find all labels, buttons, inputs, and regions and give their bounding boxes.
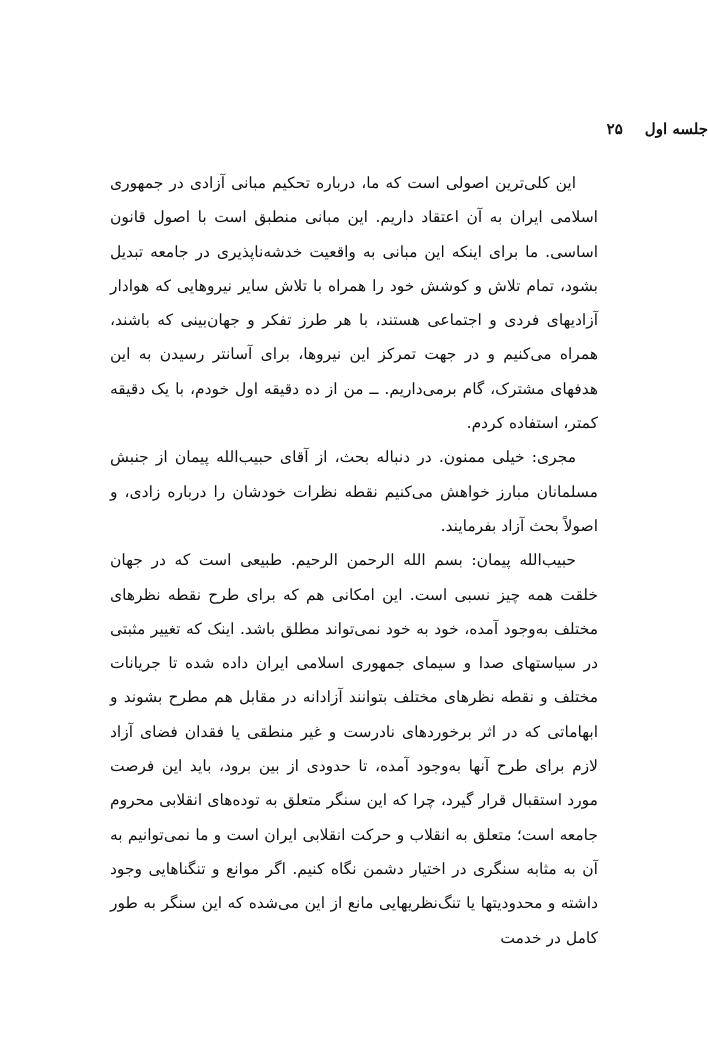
paragraph-2: مجری: خیلی ممنون. در دنباله بحث، از آقای حبیب‌الله پیمان از جنبش مسلمانان مبارز خواهش می‌کنیم نقطه نظرات خودشان را درباره زادی، و اصولاً بحث آزاد بفرمایند. [110,448,598,535]
paragraph-1: این کلی‌ترین اصولی است که ما، درباره تحکیم مبانی آزادی در جمهوری اسلامی ایران به آن اعتقاد داریم. این مبانی منطبق است با اصول قانون اساسی. ما برای اینکه این مبانی به واقعیت خدشه‌ناپذیری در جامعه تبدیل بشود، تمام تلاش و کوشش خود را همراه با تلاش سایر نیروهایی که هوادار آزادیهای فردی و اجتماعی هستند، با هر طرز تفکر و جهان‌بینی که باشند، همراه می‌کنیم و در جهت تمرکز این نیروها، برای آسانتر رسیدن به این هدفهای مشترک، گام برمی‌داریم. ــ من از ده دقیقه اول خودم، با یک دقیقه کمتر، استفاده کردم. [110,174,598,433]
chapter-title: جلسه اول [644,120,708,138]
body-text [110,166,598,955]
paragraph-3: حبیب‌الله پیمان: بسم الله الرحمن الرحیم. طبیعی است که در جهان خلقت همه چیز نسبی است. این امکانی هم که برای طرح نقطه نظرهای مختلف به‌وجود آمده، خود به خود نمی‌تواند مطلق باشد. اینک که تغییر مثبتی در سیاستهای صدا و سیمای جمهوری اسلامی ایران داده شده تا جریانات مختلف و نقطه نظرهای مختلف بتوانند آزادانه در مقابل هم مطرح بشوند و ابهاماتی که در اثر برخوردهای نادرست و غیر منطقی یا فقدان فضای آزاد لازم برای طرح آنها به‌وجود آمده، تا حدودی از بین برود، باید این فرصت مورد استقبال قرار گیرد، چرا که این سنگر متعلق به توده‌های انقلابی محروم جامعه است؛ متعلق به انقلاب و حرکت انقلابی ایران است و ما نمی‌توانیم به آن به مثابه سنگری در اختیار دشمن نگاه کنیم. اگر موانع و تنگناهایی وجود داشته و محدودیتها یا تنگ‌نظریهایی مانع از این می‌شده که این سنگر به طور کامل در خدمت [110,551,598,947]
running-head [78,120,708,138]
page-number: ۲۵ [606,120,623,138]
